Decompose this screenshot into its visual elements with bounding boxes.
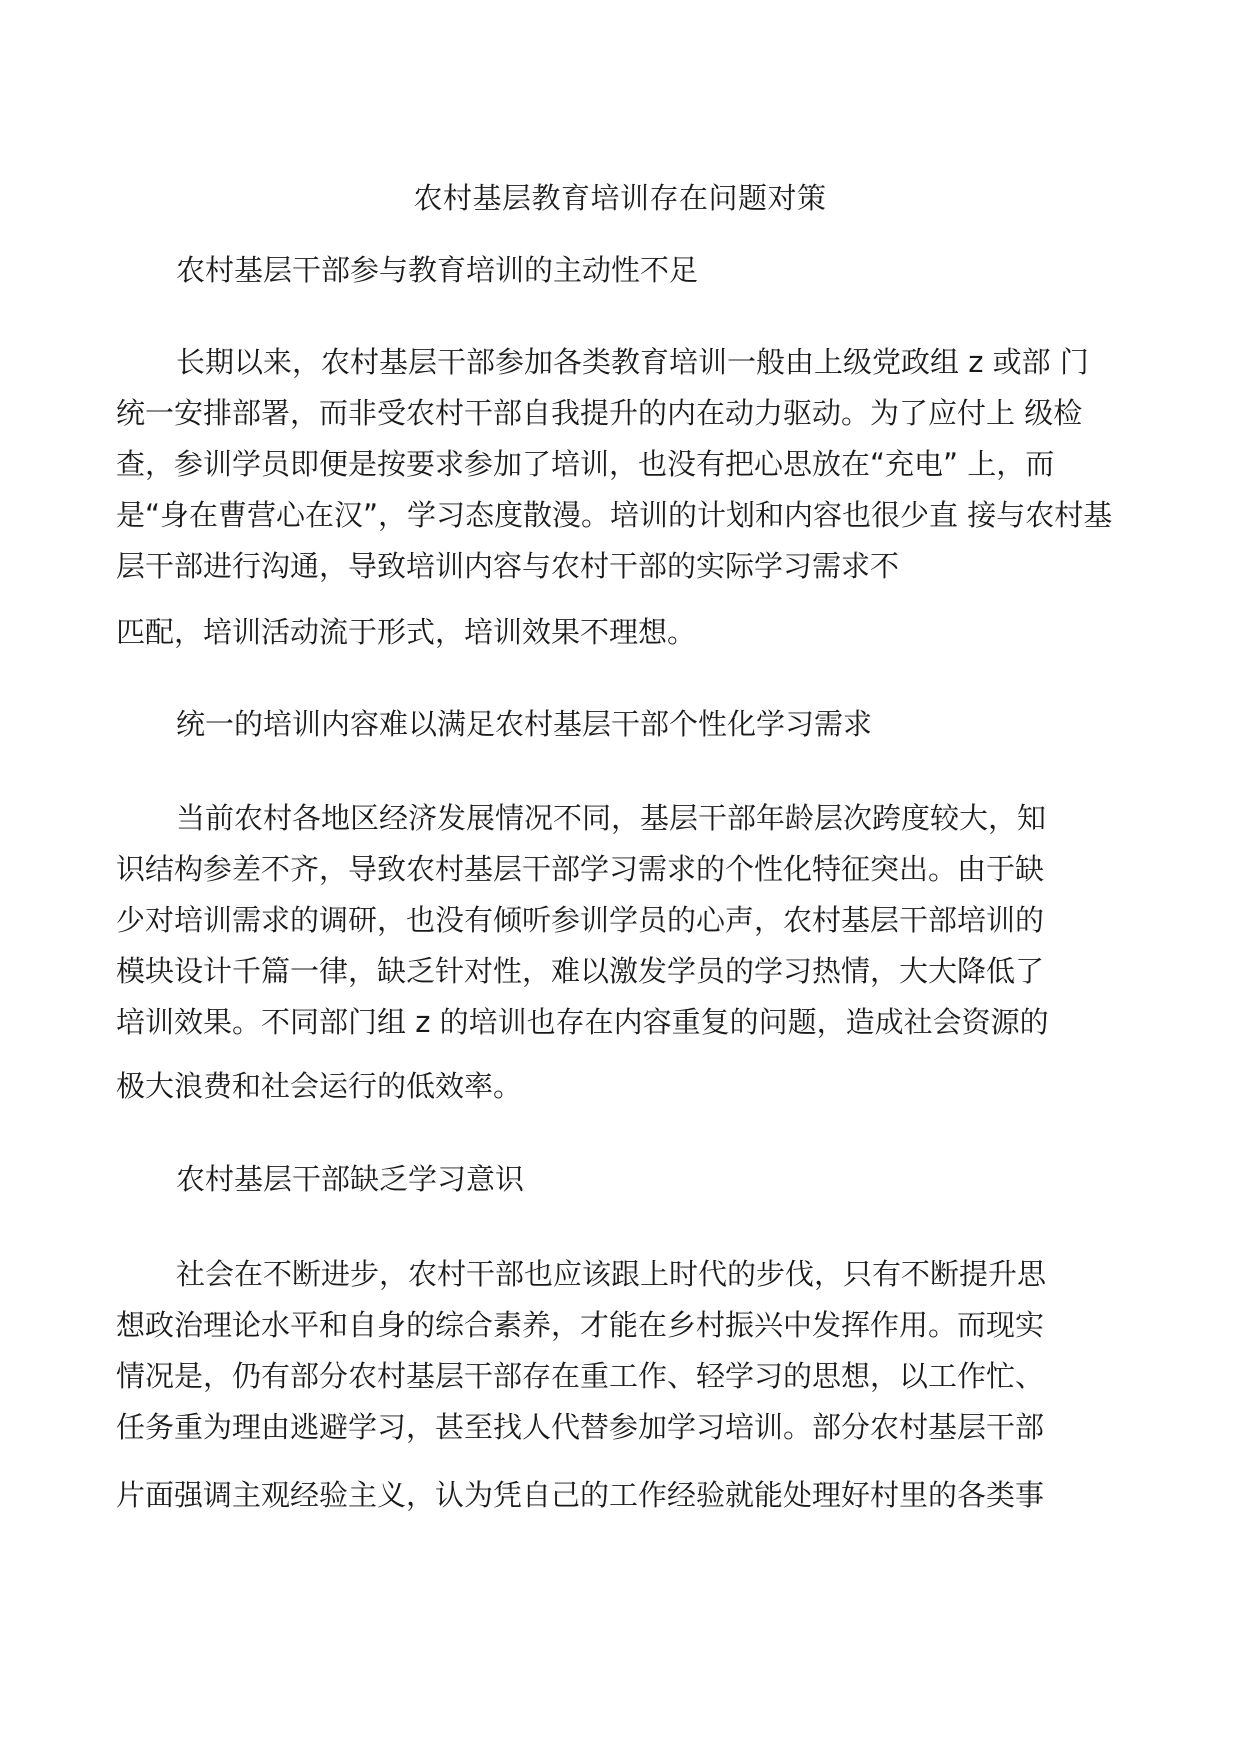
paragraph-line: 统一安排部署，而非受农村干部自我提升的内在动力驱动。为了应付上 级检 [116, 396, 1083, 430]
paragraph-line: 极大浪费和社会运行的低效率。 [116, 1069, 523, 1103]
paragraph-line: 层干部进行沟通，导致培训内容与农村干部的实际学习需求不 [116, 549, 900, 583]
paragraph-line: 是“身在曹营心在汉”，学习态度散漫。培训的计划和内容也很少直 接与农村基 [116, 498, 1113, 532]
paragraph-line: 情况是，仍有部分农村基层干部存在重工作、轻学习的思想，以工作忙、 [116, 1359, 1045, 1393]
paragraph-line: 任务重为理由逃避学习，甚至找人代替参加学习培训。部分农村基层干部 [116, 1410, 1045, 1444]
paragraph-line: 识结构参差不齐，导致农村基层干部学习需求的个性化特征突出。由于缺 [116, 852, 1045, 886]
paragraph-line: 匹配，培训活动流于形式，培训效果不理想。 [116, 615, 697, 649]
paragraph-line: 想政治理论水平和自身的综合素养，才能在乡村振兴中发挥作用。而现实 [116, 1308, 1045, 1342]
paragraph-line: 培训效果。不同部门组 z 的培训也存在内容重复的问题，造成社会资源的 [116, 1005, 1049, 1039]
section-heading: 农村基层干部参与教育培训的主动性不足 [176, 253, 699, 287]
paragraph-line: 当前农村各地区经济发展情况不同，基层干部年龄层次跨度较大，知 [176, 801, 1047, 835]
paragraph-line: 模块设计千篇一律，缺乏针对性，难以激发学员的学习热情，大大降低了 [116, 954, 1045, 988]
document-title: 农村基层教育培训存在问题对策 [413, 181, 827, 215]
paragraph-line: 片面强调主观经验主义，认为凭自己的工作经验就能处理好村里的各类事 [116, 1478, 1045, 1512]
paragraph-line: 少对培训需求的调研，也没有倾听参训学员的心声，农村基层干部培训的 [116, 903, 1045, 937]
section-heading: 统一的培训内容难以满足农村基层干部个性化学习需求 [176, 707, 873, 741]
paragraph-line: 查，参训学员即便是按要求参加了培训，也没有把心思放在“充电” 上，而 [116, 447, 1055, 481]
paragraph-line: 长期以来，农村基层干部参加各类教育培训一般由上级党政组 z 或部 门 [176, 345, 1089, 379]
section-heading: 农村基层干部缺乏学习意识 [176, 1162, 525, 1196]
paragraph-line: 社会在不断进步，农村干部也应该跟上时代的步伐，只有不断提升思 [176, 1257, 1047, 1291]
